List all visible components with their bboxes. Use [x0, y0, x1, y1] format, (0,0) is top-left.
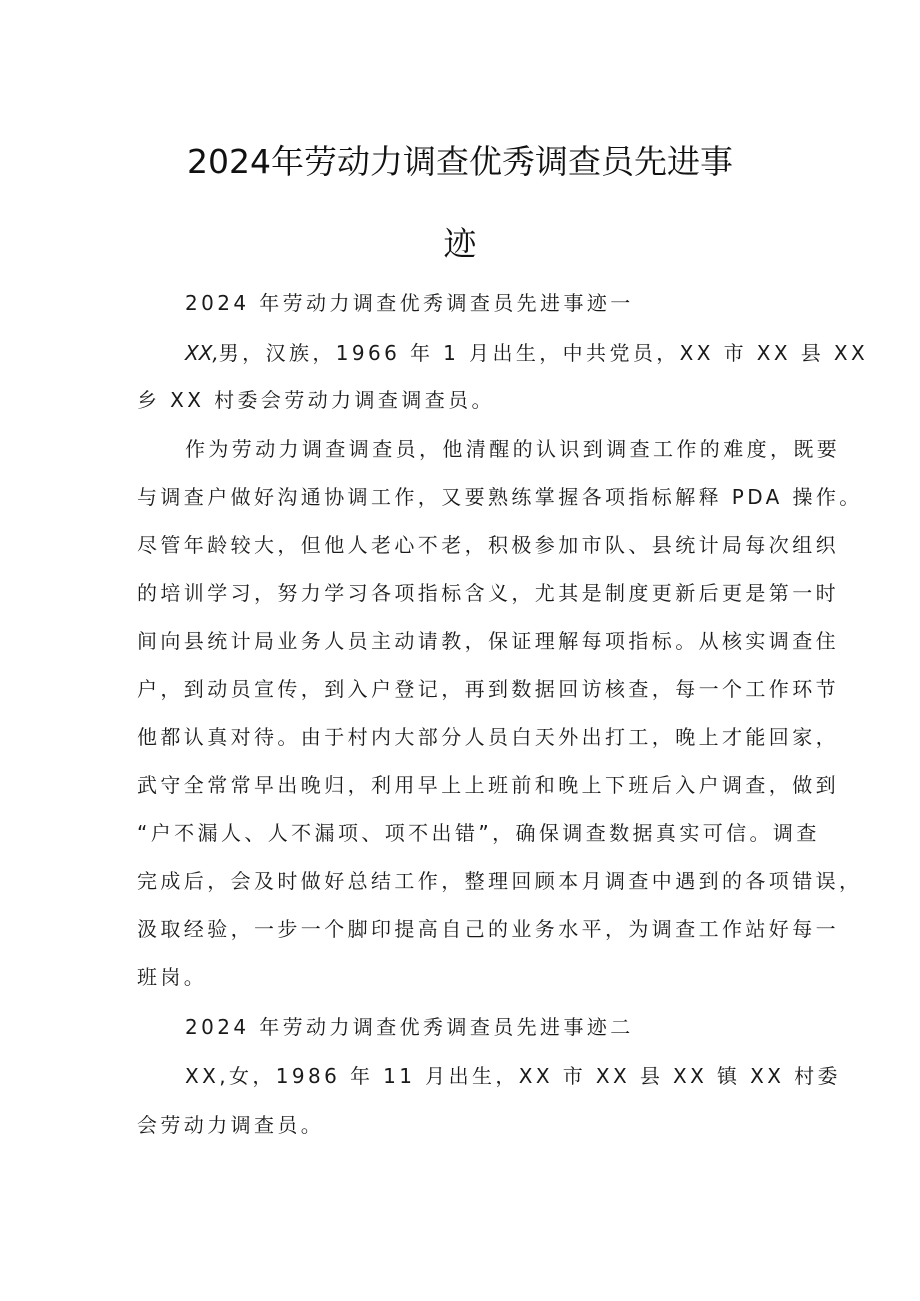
para2-line: 间向县统计局业务人员主动请教，保证理解每项指标。从核实调查住: [137, 629, 839, 653]
para2-line: 与调查户做好沟通协调工作，又要熟练掌握各项指标解释 PDA 操作。: [137, 485, 863, 509]
para1-line-1: [185, 339, 868, 367]
doc-title-line-1: 2024年劳动力调查优秀调查员先进事: [187, 142, 733, 181]
para2-line: 户，到动员宣传，到入户登记，再到数据回访核查，每一个工作环节: [137, 677, 839, 701]
para2-line: 完成后，会及时做好总结工作，整理回顾本月调查中遇到的各项错误，: [137, 869, 863, 893]
para1-line-1-text: 男，汉族，1966 年 1 月出生，中共党员，XX 市 XX 县 XX: [218, 341, 869, 365]
para2-line: 班岗。: [137, 965, 208, 989]
para3-line: XX,女，1986 年 11 月出生，XX 市 XX 县 XX 镇 XX 村委: [185, 1064, 841, 1088]
section-heading-2: 2024 年劳动力调查优秀调查员先进事迹二: [185, 1015, 634, 1039]
para2-line: 汲取经验，一步一个脚印提高自己的业务水平，为调查工作站好每一: [137, 917, 839, 941]
para2-line: “户不漏人、人不漏项、项不出错”，确保调查数据真实可信。调查: [137, 821, 820, 845]
para2-line: 他都认真对待。由于村内大部分人员白天外出打工，晚上才能回家，: [137, 725, 839, 749]
para2-line: 作为劳动力调查调查员，他清醒的认识到调查工作的难度，既要: [185, 437, 841, 461]
para2-line: 的培训学习，努力学习各项指标含义，尤其是制度更新后更是第一时: [137, 581, 839, 605]
para1-line-2: 乡 XX 村委会劳动力调查调查员。: [137, 388, 495, 412]
section-heading-1: 2024 年劳动力调查优秀调查员先进事迹一: [185, 291, 634, 315]
para2-line: 武守全常常早出晚归，利用早上上班前和晚上下班后入户调查，做到: [137, 773, 839, 797]
para3-line: 会劳动力调查员。: [137, 1113, 325, 1137]
person-name: XX,: [185, 341, 219, 365]
doc-title-line-2: 迹: [443, 224, 477, 263]
para2-line: 尽管年龄较大，但他人老心不老，积极参加市队、县统计局每次组织: [137, 533, 839, 557]
